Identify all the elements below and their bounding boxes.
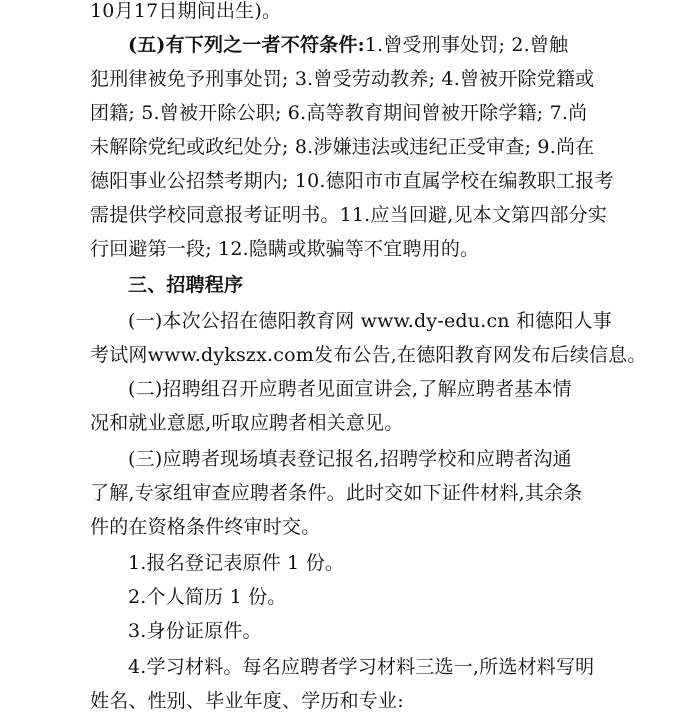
text-line: 未解除党纪或政纪处分; 8.涉嫌违法或违纪正受审查; 9.尚在 xyxy=(90,136,595,158)
text-line: 犯刑律被免予刑事处罚; 3.曾受劳动教养; 4.曾被开除党籍或 xyxy=(90,68,595,90)
text-line-procedure-three: (三)应聘者现场填表登记报名,招聘学校和应聘者沟通 xyxy=(128,448,572,470)
list-item-registration-form: 1.报名登记表原件 1 份。 xyxy=(128,552,345,574)
text-line: 况和就业意愿,听取应聘者相关意见。 xyxy=(90,412,404,434)
text-line-procedure-two: (二)招聘组召开应聘者见面宣讲会,了解应聘者基本情 xyxy=(128,378,572,400)
text-line-condition-five xyxy=(128,28,568,62)
text-line-birth-period: 10月17日期间出生)。 xyxy=(90,0,282,22)
text-line: 件的在资格条件终审时交。 xyxy=(90,516,321,538)
condition-five-heading: (五)有下列之一者不符条件: xyxy=(128,34,365,56)
text-line: 姓名、性别、毕业年度、学历和专业: xyxy=(90,690,404,712)
condition-five-items: 1.曾受刑事处罚; 2.曾触 xyxy=(364,34,569,56)
list-item-resume: 2.个人简历 1 份。 xyxy=(128,586,287,608)
list-item-study-materials: 4.学习材料。每名应聘者学习材料三选一,所选材料写明 xyxy=(128,656,595,678)
section-heading-recruitment-procedure: 三、招聘程序 xyxy=(128,274,244,296)
text-line: 考试网www.dykszx.com发布公告,在德阳教育网发布后续信息。 xyxy=(90,344,647,366)
list-item-id-card: 3.身份证原件。 xyxy=(128,620,262,642)
text-line: 需提供学校同意报考证明书。11.应当回避,见本文第四部分实 xyxy=(90,204,608,226)
text-line: 行回避第一段; 12.隐瞒或欺骗等不宜聘用的。 xyxy=(90,238,480,260)
text-line: 了解,专家组审查应聘者条件。此时交如下证件材料,其余条 xyxy=(90,482,583,504)
text-line-procedure-one: (一)本次公招在德阳教育网 www.dy-edu.cn 和德阳人事 xyxy=(128,310,612,332)
text-line: 团籍; 5.曾被开除公职; 6.高等教育期间曾被开除学籍; 7.尚 xyxy=(90,102,588,124)
text-line: 德阳事业公招禁考期内; 10.德阳市市直属学校在编教职工报考 xyxy=(90,170,614,192)
